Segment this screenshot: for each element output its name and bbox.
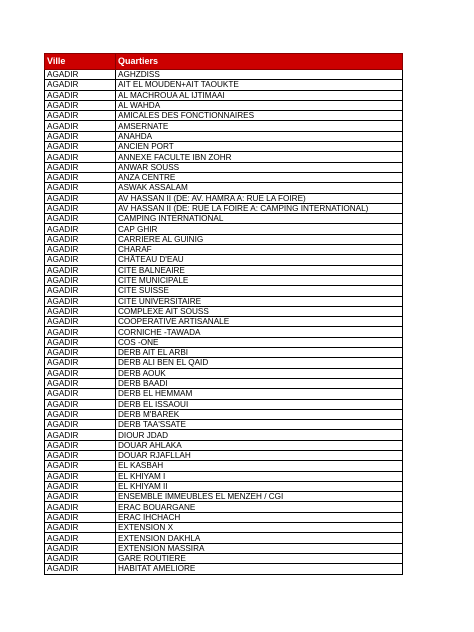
cell-quartier[interactable]: DERB EL HEMMAM xyxy=(116,389,403,399)
quartiers-table xyxy=(44,53,403,575)
cell-ville[interactable]: AGADIR xyxy=(45,142,116,152)
cell-quartier[interactable]: CAMPING INTERNATIONAL xyxy=(116,214,403,224)
table-row xyxy=(45,553,403,563)
column-header-ville[interactable]: Ville xyxy=(45,54,116,70)
cell-ville[interactable]: AGADIR xyxy=(45,265,116,275)
table-row xyxy=(45,275,403,285)
cell-quartier[interactable]: DIOUR JDAD xyxy=(116,430,403,440)
cell-ville[interactable]: AGADIR xyxy=(45,296,116,306)
cell-quartier[interactable]: COS -ONE xyxy=(116,337,403,347)
cell-quartier[interactable]: EXTENSION X xyxy=(116,523,403,533)
cell-ville[interactable]: AGADIR xyxy=(45,111,116,121)
cell-ville[interactable]: AGADIR xyxy=(45,234,116,244)
cell-quartier[interactable]: EXTENSION DAKHLA xyxy=(116,533,403,543)
cell-quartier[interactable]: DERB EL ISSAOUI xyxy=(116,399,403,409)
cell-quartier[interactable]: ANZA CENTRE xyxy=(116,172,403,182)
cell-ville[interactable]: AGADIR xyxy=(45,337,116,347)
cell-quartier[interactable]: AV HASSAN II (DE: AV. HAMRA A: RUE LA FOIRE) xyxy=(116,193,403,203)
cell-quartier[interactable]: COMPLEXE AIT SOUSS xyxy=(116,306,403,316)
cell-ville[interactable]: AGADIR xyxy=(45,70,116,80)
cell-ville[interactable]: AGADIR xyxy=(45,317,116,327)
cell-quartier[interactable]: ENSEMBLE IMMEUBLES EL MENZEH / CGI xyxy=(116,492,403,502)
table-row xyxy=(45,420,403,430)
cell-ville[interactable]: AGADIR xyxy=(45,193,116,203)
cell-quartier[interactable]: DOUAR AHLAKA xyxy=(116,440,403,450)
cell-ville[interactable]: AGADIR xyxy=(45,553,116,563)
table-row xyxy=(45,162,403,172)
cell-ville[interactable]: AGADIR xyxy=(45,533,116,543)
cell-quartier[interactable]: EL KASBAH xyxy=(116,461,403,471)
cell-ville[interactable]: AGADIR xyxy=(45,214,116,224)
cell-quartier[interactable]: AMSERNATE xyxy=(116,121,403,131)
table-row xyxy=(45,193,403,203)
cell-ville[interactable]: AGADIR xyxy=(45,564,116,574)
cell-ville[interactable]: AGADIR xyxy=(45,358,116,368)
cell-quartier[interactable]: ANNEXE FACULTE IBN ZOHR xyxy=(116,152,403,162)
cell-quartier[interactable]: CAP GHIR xyxy=(116,224,403,234)
table-row xyxy=(45,502,403,512)
cell-ville[interactable]: AGADIR xyxy=(45,121,116,131)
cell-ville[interactable]: AGADIR xyxy=(45,306,116,316)
cell-ville[interactable]: AGADIR xyxy=(45,389,116,399)
table-row xyxy=(45,512,403,522)
header-row xyxy=(45,54,403,70)
table-row xyxy=(45,90,403,100)
table-row xyxy=(45,224,403,234)
cell-ville[interactable]: AGADIR xyxy=(45,409,116,419)
table-body xyxy=(45,70,403,575)
cell-ville[interactable]: AGADIR xyxy=(45,255,116,265)
cell-quartier[interactable]: DERB BAADI xyxy=(116,378,403,388)
table-row xyxy=(45,358,403,368)
cell-quartier[interactable]: ASWAK ASSALAM xyxy=(116,183,403,193)
table-row xyxy=(45,450,403,460)
cell-ville[interactable]: AGADIR xyxy=(45,348,116,358)
table-row xyxy=(45,327,403,337)
cell-quartier[interactable]: ANAHDA xyxy=(116,131,403,141)
table-row xyxy=(45,70,403,80)
cell-quartier[interactable]: CITE SUISSE xyxy=(116,286,403,296)
cell-ville[interactable]: AGADIR xyxy=(45,378,116,388)
table-row xyxy=(45,245,403,255)
cell-quartier[interactable]: DERB TAA'SSATE xyxy=(116,420,403,430)
table-row xyxy=(45,265,403,275)
table-row xyxy=(45,203,403,213)
cell-ville[interactable]: AGADIR xyxy=(45,471,116,481)
table-row xyxy=(45,255,403,265)
cell-quartier[interactable]: EXTENSION MASSIRA xyxy=(116,543,403,553)
cell-quartier[interactable]: GARE ROUTIERE xyxy=(116,553,403,563)
cell-quartier[interactable]: DERB M'BAREK xyxy=(116,409,403,419)
cell-quartier[interactable]: CITE UNIVERSITAIRE xyxy=(116,296,403,306)
cell-ville[interactable]: AGADIR xyxy=(45,152,116,162)
table-row xyxy=(45,533,403,543)
cell-quartier[interactable]: HABITAT AMELIORE xyxy=(116,564,403,574)
cell-ville[interactable]: AGADIR xyxy=(45,245,116,255)
cell-ville[interactable]: AGADIR xyxy=(45,327,116,337)
cell-quartier[interactable]: DERB ALI BEN EL QAID xyxy=(116,358,403,368)
cell-quartier[interactable]: AIT EL MOUDEN+AIT TAOUKTE xyxy=(116,80,403,90)
cell-ville[interactable]: AGADIR xyxy=(45,286,116,296)
table-row xyxy=(45,234,403,244)
cell-ville[interactable]: AGADIR xyxy=(45,430,116,440)
cell-ville[interactable]: AGADIR xyxy=(45,399,116,409)
table-row xyxy=(45,564,403,574)
cell-quartier[interactable]: CORNICHE -TAWADA xyxy=(116,327,403,337)
cell-ville[interactable]: AGADIR xyxy=(45,481,116,491)
table-row xyxy=(45,214,403,224)
cell-ville[interactable]: AGADIR xyxy=(45,461,116,471)
cell-quartier[interactable]: ERAC BOUARGANE xyxy=(116,502,403,512)
table-row xyxy=(45,337,403,347)
cell-ville[interactable]: AGADIR xyxy=(45,224,116,234)
cell-ville[interactable]: AGADIR xyxy=(45,162,116,172)
table-row xyxy=(45,523,403,533)
table-row xyxy=(45,409,403,419)
cell-ville[interactable]: AGADIR xyxy=(45,450,116,460)
cell-ville[interactable]: AGADIR xyxy=(45,523,116,533)
table-row xyxy=(45,543,403,553)
table-row xyxy=(45,152,403,162)
table-row xyxy=(45,183,403,193)
table-row xyxy=(45,378,403,388)
cell-ville[interactable]: AGADIR xyxy=(45,131,116,141)
cell-quartier[interactable]: EL KHIYAM I xyxy=(116,471,403,481)
cell-ville[interactable]: AGADIR xyxy=(45,90,116,100)
cell-quartier[interactable]: CHARAF xyxy=(116,245,403,255)
cell-quartier[interactable]: AGHZDISS xyxy=(116,70,403,80)
cell-ville[interactable]: AGADIR xyxy=(45,543,116,553)
cell-ville[interactable]: AGADIR xyxy=(45,183,116,193)
table-row xyxy=(45,306,403,316)
table-row xyxy=(45,121,403,131)
cell-ville[interactable]: AGADIR xyxy=(45,512,116,522)
cell-quartier[interactable]: AL MACHROUA AL IJTIMAAI xyxy=(116,90,403,100)
cell-ville[interactable]: AGADIR xyxy=(45,100,116,110)
table-row xyxy=(45,440,403,450)
table-row xyxy=(45,471,403,481)
cell-quartier[interactable]: AL WAHDA xyxy=(116,100,403,110)
cell-ville[interactable]: AGADIR xyxy=(45,492,116,502)
cell-quartier[interactable]: CITE MUNICIPALE xyxy=(116,275,403,285)
cell-quartier[interactable]: EL KHIYAM II xyxy=(116,481,403,491)
table-row xyxy=(45,492,403,502)
column-header-quartiers[interactable]: Quartiers xyxy=(116,54,403,70)
cell-quartier[interactable]: AMICALES DES FONCTIONNAIRES xyxy=(116,111,403,121)
cell-quartier[interactable]: AV HASSAN II (DE: RUE LA FOIRE A: CAMPING INTERNATIONAL) xyxy=(116,203,403,213)
table-row xyxy=(45,80,403,90)
cell-quartier[interactable]: DERB AIT EL ARBI xyxy=(116,348,403,358)
cell-quartier[interactable]: ANWAR SOUSS xyxy=(116,162,403,172)
table-row xyxy=(45,368,403,378)
table-row xyxy=(45,111,403,121)
table-row xyxy=(45,481,403,491)
table-row xyxy=(45,389,403,399)
cell-ville[interactable]: AGADIR xyxy=(45,203,116,213)
table-row xyxy=(45,286,403,296)
cell-ville[interactable]: AGADIR xyxy=(45,368,116,378)
cell-ville[interactable]: AGADIR xyxy=(45,440,116,450)
table-row xyxy=(45,142,403,152)
cell-quartier[interactable]: COOPERATIVE ARTISANALE xyxy=(116,317,403,327)
table-row xyxy=(45,100,403,110)
table-row xyxy=(45,348,403,358)
cell-quartier[interactable]: CITE BALNEAIRE xyxy=(116,265,403,275)
table-row xyxy=(45,131,403,141)
cell-quartier[interactable]: DOUAR RJAFLLAH xyxy=(116,450,403,460)
cell-quartier[interactable]: CARRIERE AL GUINIG xyxy=(116,234,403,244)
cell-quartier[interactable]: DERB AOUK xyxy=(116,368,403,378)
table-row xyxy=(45,296,403,306)
cell-quartier[interactable]: ANCIEN PORT xyxy=(116,142,403,152)
cell-quartier[interactable]: CHÂTEAU D'EAU xyxy=(116,255,403,265)
table-row xyxy=(45,461,403,471)
cell-ville[interactable]: AGADIR xyxy=(45,275,116,285)
cell-ville[interactable]: AGADIR xyxy=(45,172,116,182)
table-row xyxy=(45,430,403,440)
cell-ville[interactable]: AGADIR xyxy=(45,502,116,512)
cell-quartier[interactable]: ERAC IHCHACH xyxy=(116,512,403,522)
table-row xyxy=(45,317,403,327)
cell-ville[interactable]: AGADIR xyxy=(45,420,116,430)
table-row xyxy=(45,399,403,409)
table-row xyxy=(45,172,403,182)
cell-ville[interactable]: AGADIR xyxy=(45,80,116,90)
